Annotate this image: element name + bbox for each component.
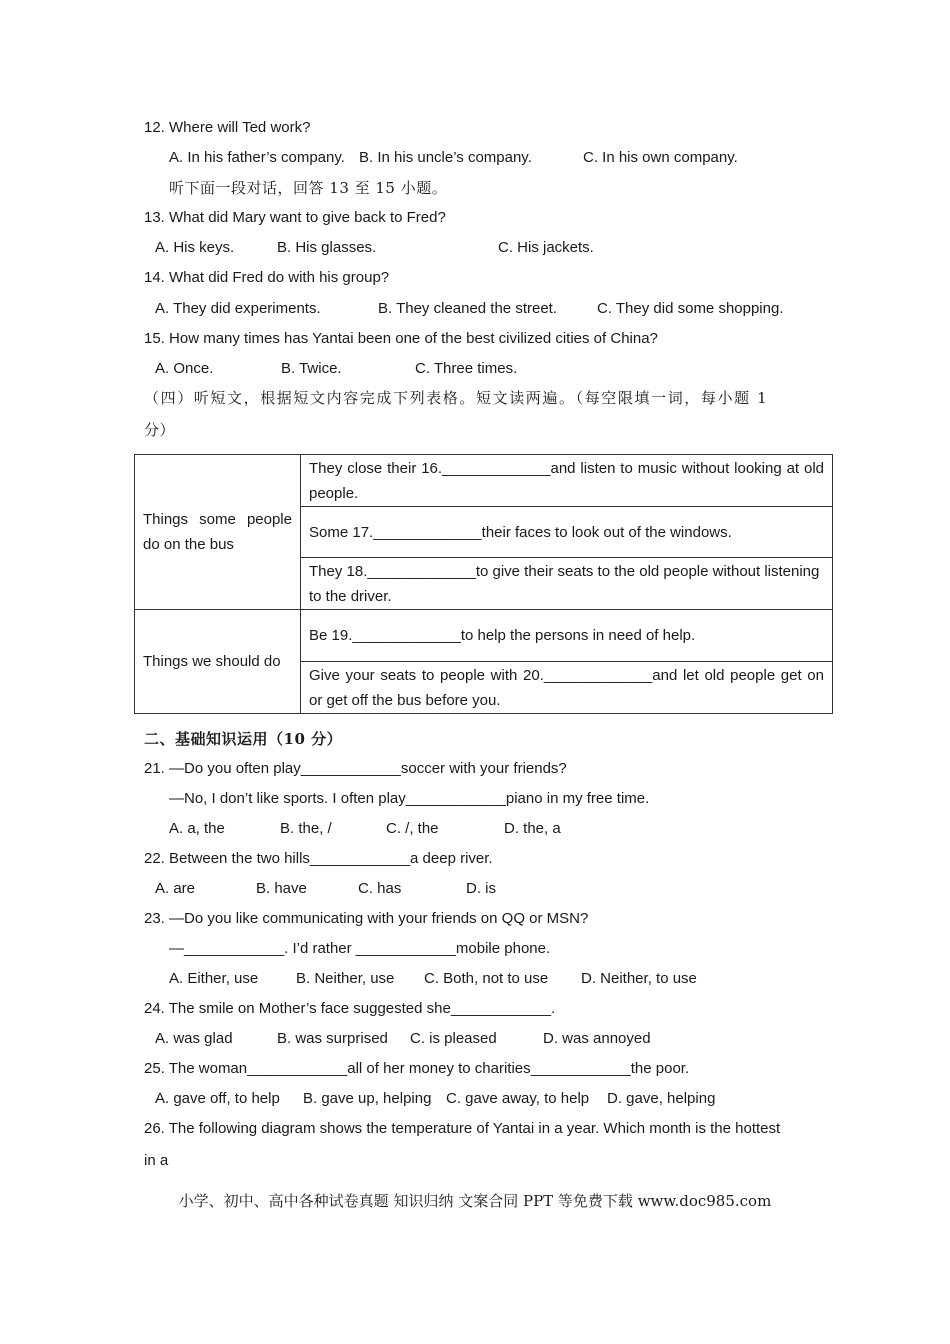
table-group-label-should: Things we should do (135, 610, 301, 714)
option-13-c: C. His jackets. (498, 239, 594, 256)
section-4-instruction-cont: 分） (144, 421, 176, 439)
question-24-stem: 24. The smile on Mother’s face suggested she____________. (144, 1000, 556, 1017)
question-21-stem: 21. —Do you often play____________soccer with your friends? (144, 760, 567, 777)
option-15-a: A. Once. (155, 360, 214, 377)
page-footer: 小学、初中、高中各种试卷真题 知识归纳 文案合同 PPT 等免费下载 www.doc985.com (178, 1192, 772, 1210)
option-22-d: D. is (466, 880, 496, 897)
table-row-16: They close their 16._____________and listen to music without looking at old people. (301, 455, 833, 507)
option-25-a: A. gave off, to help (155, 1090, 280, 1107)
section-4-instruction: （四）听短文，根据短文内容完成下列表格。短文读两遍。（每空限填一词，每小题 1 (144, 389, 769, 407)
question-21-reply: —No, I don’t like sports. I often play____________piano in my free time. (169, 790, 650, 807)
option-22-c: C. has (358, 880, 402, 897)
option-23-b: B. Neither, use (296, 970, 395, 987)
question-25-stem: 25. The woman____________all of her money to charities____________the poor. (144, 1060, 690, 1077)
option-23-c: C. Both, not to use (424, 970, 549, 987)
option-22-b: B. have (256, 880, 307, 897)
option-12-b: B. In his uncle’s company. (359, 149, 532, 166)
question-12-stem: 12. Where will Ted work? (144, 119, 311, 136)
table-row-19: Be 19._____________to help the persons in need of help. (301, 610, 833, 662)
option-21-c: C. /, the (386, 820, 439, 837)
question-14-stem: 14. What did Fred do with his group? (144, 269, 390, 286)
option-23-a: A. Either, use (169, 970, 259, 987)
option-12-c: C. In his own company. (583, 149, 738, 166)
table-row-17: Some 17._____________their faces to look out of the windows. (301, 507, 833, 558)
option-21-b: B. the, / (280, 820, 332, 837)
part-2-title: 二、基础知识运用（10 分） (144, 730, 343, 748)
table-row-18: They 18._____________to give their seats to the old people without listening to the driver. (301, 558, 833, 610)
instruction-13-15: 听下面一段对话，回答 13 至 15 小题。 (169, 179, 448, 197)
question-26-stem: 26. The following diagram shows the temperature of Yantai in a year. Which month is the hottest (144, 1120, 781, 1137)
option-25-b: B. gave up, helping (303, 1090, 432, 1107)
option-14-b: B. They cleaned the street. (378, 300, 557, 317)
option-13-a: A. His keys. (155, 239, 235, 256)
question-15-stem: 15. How many times has Yantai been one of the best civilized cities of China? (144, 330, 658, 347)
table-group-label-bus: Things some people do on the bus (135, 455, 301, 610)
option-25-c: C. gave away, to help (446, 1090, 590, 1107)
option-21-d: D. the, a (504, 820, 561, 837)
option-21-a: A. a, the (169, 820, 225, 837)
fill-in-table (134, 454, 833, 714)
question-26-stem-cont: in a (144, 1152, 169, 1169)
option-24-a: A. was glad (155, 1030, 233, 1047)
option-24-d: D. was annoyed (543, 1030, 651, 1047)
option-23-d: D. Neither, to use (581, 970, 697, 987)
table-row-20: Give your seats to people with 20._____________and let old people get on or get off the bus before you. (301, 662, 833, 714)
option-25-d: D. gave, helping (607, 1090, 716, 1107)
question-23-stem: 23. —Do you like communicating with your friends on QQ or MSN? (144, 910, 589, 927)
option-22-a: A. are (155, 880, 196, 897)
question-23-reply: —____________. I’d rather ____________mobile phone. (169, 940, 551, 957)
option-24-c: C. is pleased (410, 1030, 497, 1047)
option-24-b: B. was surprised (277, 1030, 388, 1047)
question-13-stem: 13. What did Mary want to give back to Fred? (144, 209, 446, 226)
option-15-c: C. Three times. (415, 360, 518, 377)
option-12-a: A. In his father’s company. (169, 149, 345, 166)
option-14-c: C. They did some shopping. (597, 300, 784, 317)
option-14-a: A. They did experiments. (155, 300, 321, 317)
question-22-stem: 22. Between the two hills____________a deep river. (144, 850, 493, 867)
option-15-b: B. Twice. (281, 360, 342, 377)
option-13-b: B. His glasses. (277, 239, 377, 256)
